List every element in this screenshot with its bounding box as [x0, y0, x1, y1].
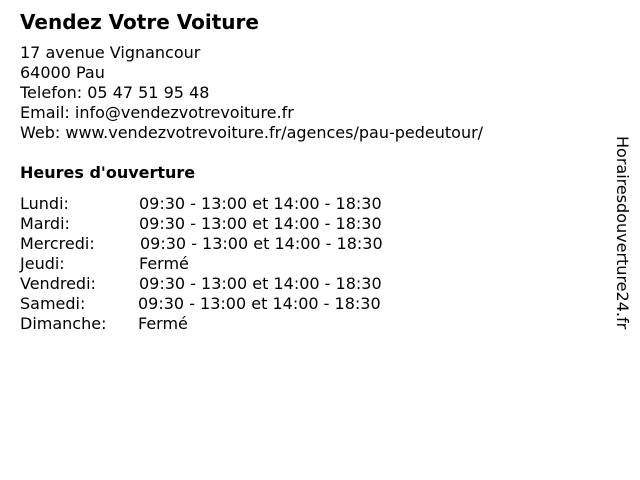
- email-address: Email: info@vendezvotrevoiture.fr: [20, 103, 294, 122]
- time-range: Fermé: [139, 254, 189, 273]
- day-label: Jeudi:: [20, 254, 65, 273]
- day-label: Mardi:: [20, 214, 70, 233]
- contact-info: [20, 43, 483, 143]
- business-name: Vendez Votre Voiture: [20, 10, 259, 34]
- opening-hours-heading: Heures d'ouverture: [20, 163, 196, 182]
- address-street: 17 avenue Vignancour: [20, 43, 201, 62]
- day-label: Lundi:: [20, 194, 69, 213]
- website-url: Web: www.vendezvotrevoiture.fr/agences/pau-pedeutour/: [20, 123, 484, 142]
- address-city: 64000 Pau: [20, 63, 105, 82]
- day-label: Samedi:: [20, 294, 86, 313]
- time-range: 09:30 - 13:00 et 14:00 - 18:30: [140, 234, 383, 253]
- phone-number: Telefon: 05 47 51 95 48: [20, 83, 210, 102]
- day-label: Vendredi:: [20, 274, 96, 293]
- site-watermark: Horairesdouverture24.fr: [613, 136, 632, 330]
- time-range: Fermé: [138, 314, 188, 333]
- time-range: 09:30 - 13:00 et 14:00 - 18:30: [139, 274, 382, 293]
- time-range: 09:30 - 13:00 et 14:00 - 18:30: [139, 194, 382, 213]
- time-range: 09:30 - 13:00 et 14:00 - 18:30: [138, 294, 381, 313]
- day-label: Mercredi:: [20, 234, 95, 253]
- time-range: 09:30 - 13:00 et 14:00 - 18:30: [139, 214, 382, 233]
- day-label: Dimanche:: [20, 314, 107, 333]
